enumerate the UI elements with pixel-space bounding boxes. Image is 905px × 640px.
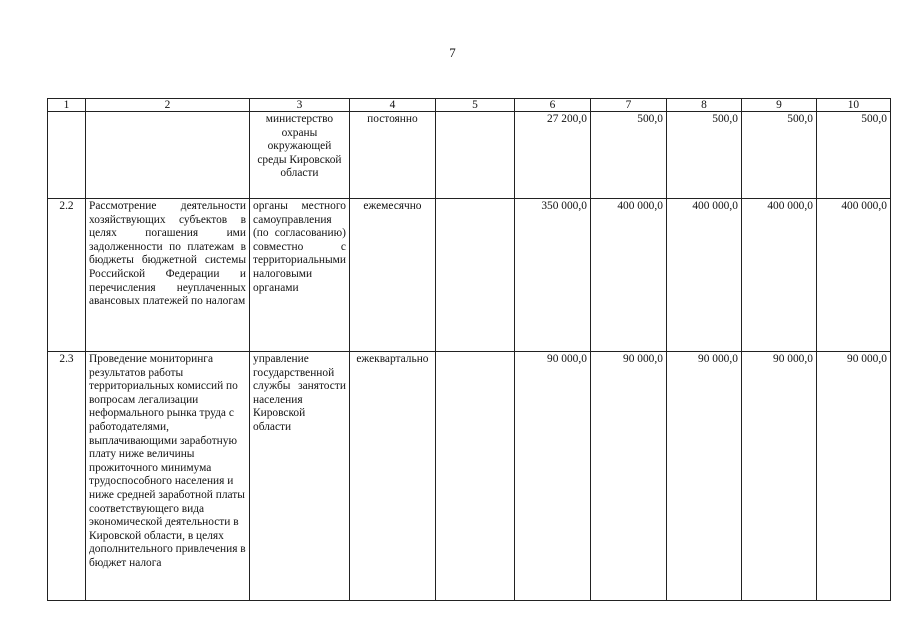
row-description	[86, 112, 250, 199]
page-number: 7	[449, 45, 456, 60]
row-period: ежемесячно	[349, 199, 435, 352]
row-col5	[435, 352, 514, 601]
row-value-8: 400 000,0	[666, 199, 741, 352]
row-value-6: 90 000,0	[514, 352, 590, 601]
header-cell: 3	[250, 99, 350, 112]
row-value-6: 27 200,0	[514, 112, 590, 199]
row-value-6: 350 000,0	[514, 199, 590, 352]
header-row	[48, 99, 891, 112]
header-cell: 6	[514, 99, 590, 112]
table-row	[48, 199, 891, 352]
row-number: 2.2	[48, 199, 86, 352]
row-period: постоянно	[349, 112, 435, 199]
row-executor: министерство охраны окружающей среды Кировской области	[250, 112, 350, 199]
row-number	[48, 112, 86, 199]
row-value-9: 500,0	[741, 112, 816, 199]
header-cell: 9	[741, 99, 816, 112]
row-value-7: 400 000,0	[590, 199, 666, 352]
header-cell: 2	[86, 99, 250, 112]
row-value-10: 90 000,0	[816, 352, 890, 601]
row-value-7: 500,0	[590, 112, 666, 199]
row-value-8: 500,0	[666, 112, 741, 199]
row-value-7: 90 000,0	[590, 352, 666, 601]
row-value-10: 500,0	[816, 112, 890, 199]
row-col5	[435, 112, 514, 199]
header-cell: 5	[435, 99, 514, 112]
header-cell: 10	[816, 99, 890, 112]
header-cell: 1	[48, 99, 86, 112]
row-value-8: 90 000,0	[666, 352, 741, 601]
row-period: ежеквартально	[349, 352, 435, 601]
header-cell: 4	[349, 99, 435, 112]
row-description: Проведение мониторинга результатов работы территориальных комиссий по вопросам легализации неформального рынка труда с работодателями, выплачивающими заработную плату ниже величины прожиточного минимума трудоспособного населения и ниже средней заработной платы соответствующего вида экономической деятельности в Кировской области, в целях дополнительного привлечения в бюджет налога	[86, 352, 250, 601]
row-value-9: 400 000,0	[741, 199, 816, 352]
row-number: 2.3	[48, 352, 86, 601]
row-description: Рассмотрение деятельности хозяйствующих субъектов в целях погашения ими задолженности по платежам в бюджеты бюджетной системы Российской Федерации и перечисления неуплаченных авансовых платежей по налогам	[86, 199, 250, 352]
measures-table	[47, 98, 891, 601]
row-executor: управление государственной службы занятости населения Кировской области	[250, 352, 350, 601]
table-row	[48, 112, 891, 199]
header-cell: 8	[666, 99, 741, 112]
table-row	[48, 352, 891, 601]
row-executor: органы местного самоуправления (по согласованию) совместно с территориальными налоговыми органами	[250, 199, 350, 352]
row-value-9: 90 000,0	[741, 352, 816, 601]
header-cell: 7	[590, 99, 666, 112]
row-value-10: 400 000,0	[816, 199, 890, 352]
row-col5	[435, 199, 514, 352]
